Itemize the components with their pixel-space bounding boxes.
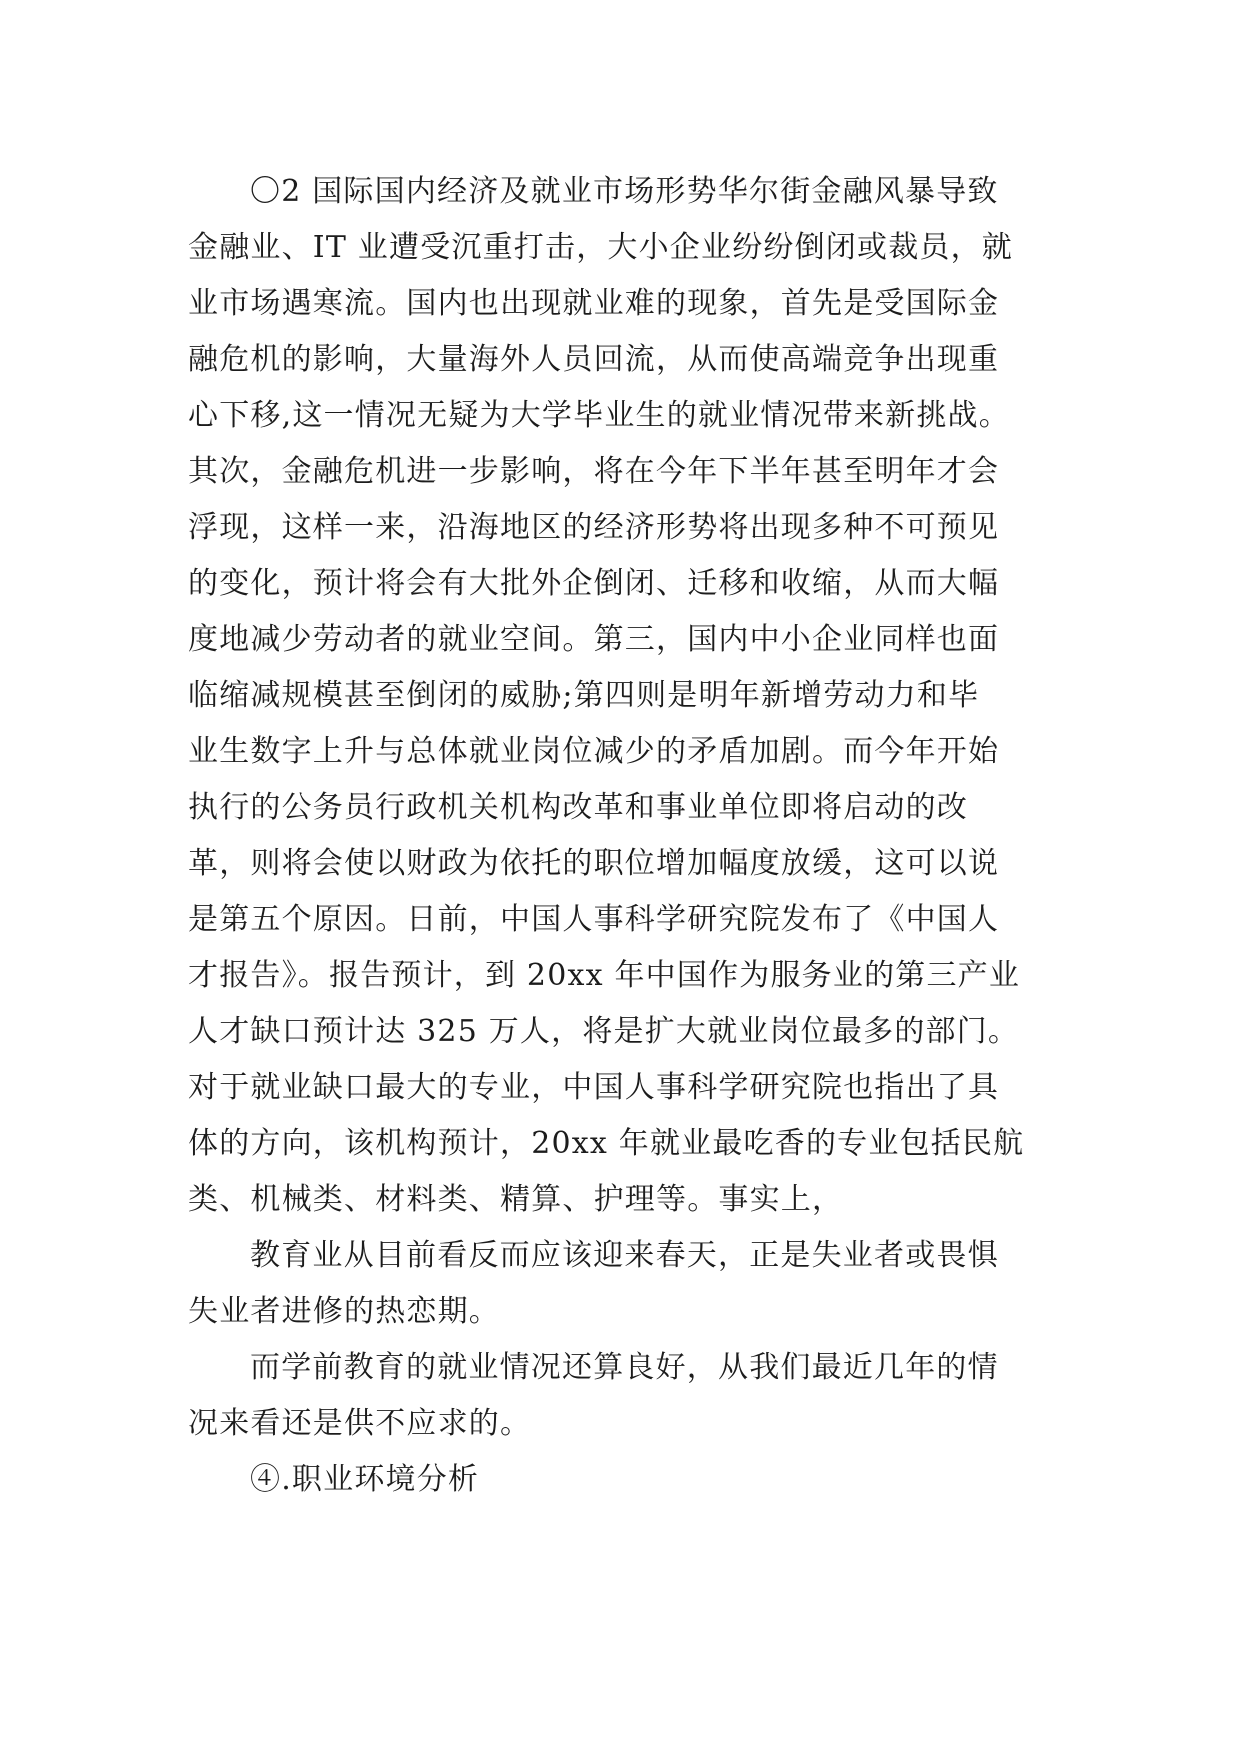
text-line: 对于就业缺口最大的专业，中国人事科学研究院也指出了具 — [188, 1070, 1000, 1105]
text-line: 业市场遇寒流。国内也出现就业难的现象，首先是受国际金 — [188, 286, 1000, 321]
text-line: 浮现，这样一来，沿海地区的经济形势将出现多种不可预见 — [188, 510, 1000, 545]
text-line: 才报告》。报告预计，到 20xx 年中国作为服务业的第三产业 — [188, 958, 1021, 993]
text-line: 执行的公务员行政机关机构改革和事业单位即将启动的改 — [188, 790, 968, 825]
text-line: 类、机械类、材料类、精算、护理等。事实上， — [188, 1182, 844, 1217]
text-line: 是第五个原因。日前，中国人事科学研究院发布了《中国人 — [188, 902, 1000, 937]
text-line: 其次，金融危机进一步影响，将在今年下半年甚至明年才会 — [188, 454, 1000, 489]
paragraph-market-situation — [188, 164, 1088, 1228]
text-line: 心下移,这一情况无疑为大学毕业生的就业情况带来新挑战。 — [188, 398, 1010, 433]
text-line: 人才缺口预计达 325 万人，将是扩大就业岗位最多的部门。 — [188, 1014, 1020, 1049]
paragraph-preschool-education — [188, 1340, 1088, 1452]
text-line: 金融业、IT 业遭受沉重打击，大小企业纷纷倒闭或裁员，就 — [188, 230, 1013, 265]
text-line: 革，则将会使以财政为依托的职位增加幅度放缓，这可以说 — [188, 846, 1000, 881]
document-body — [188, 164, 1088, 1508]
text-line: 度地减少劳动者的就业空间。第三，国内中小企业同样也面 — [188, 622, 1000, 657]
text-line: 的变化，预计将会有大批外企倒闭、迁移和收缩，从而大幅 — [188, 566, 1000, 601]
text-line: 况来看还是供不应求的。 — [188, 1406, 532, 1441]
text-line: 〇2 国际国内经济及就业市场形势华尔街金融风暴导致 — [250, 174, 999, 209]
text-line: 融危机的影响，大量海外人员回流，从而使高端竞争出现重 — [188, 342, 1000, 377]
text-line: 业生数字上升与总体就业岗位减少的矛盾加剧。而今年开始 — [188, 734, 1000, 769]
section-heading-text: ④.职业环境分析 — [250, 1462, 480, 1497]
text-line: 失业者进修的热恋期。 — [188, 1294, 500, 1329]
paragraph-education-industry — [188, 1228, 1088, 1340]
text-line: 临缩减规模甚至倒闭的威胁;第四则是明年新增劳动力和毕 — [188, 678, 980, 713]
text-line: 体的方向，该机构预计，20xx 年就业最吃香的专业包括民航 — [188, 1126, 1025, 1161]
section-heading — [188, 1452, 1088, 1508]
text-line: 而学前教育的就业情况还算良好，从我们最近几年的情 — [250, 1350, 999, 1385]
text-line: 教育业从目前看反而应该迎来春天，正是失业者或畏惧 — [250, 1238, 999, 1273]
